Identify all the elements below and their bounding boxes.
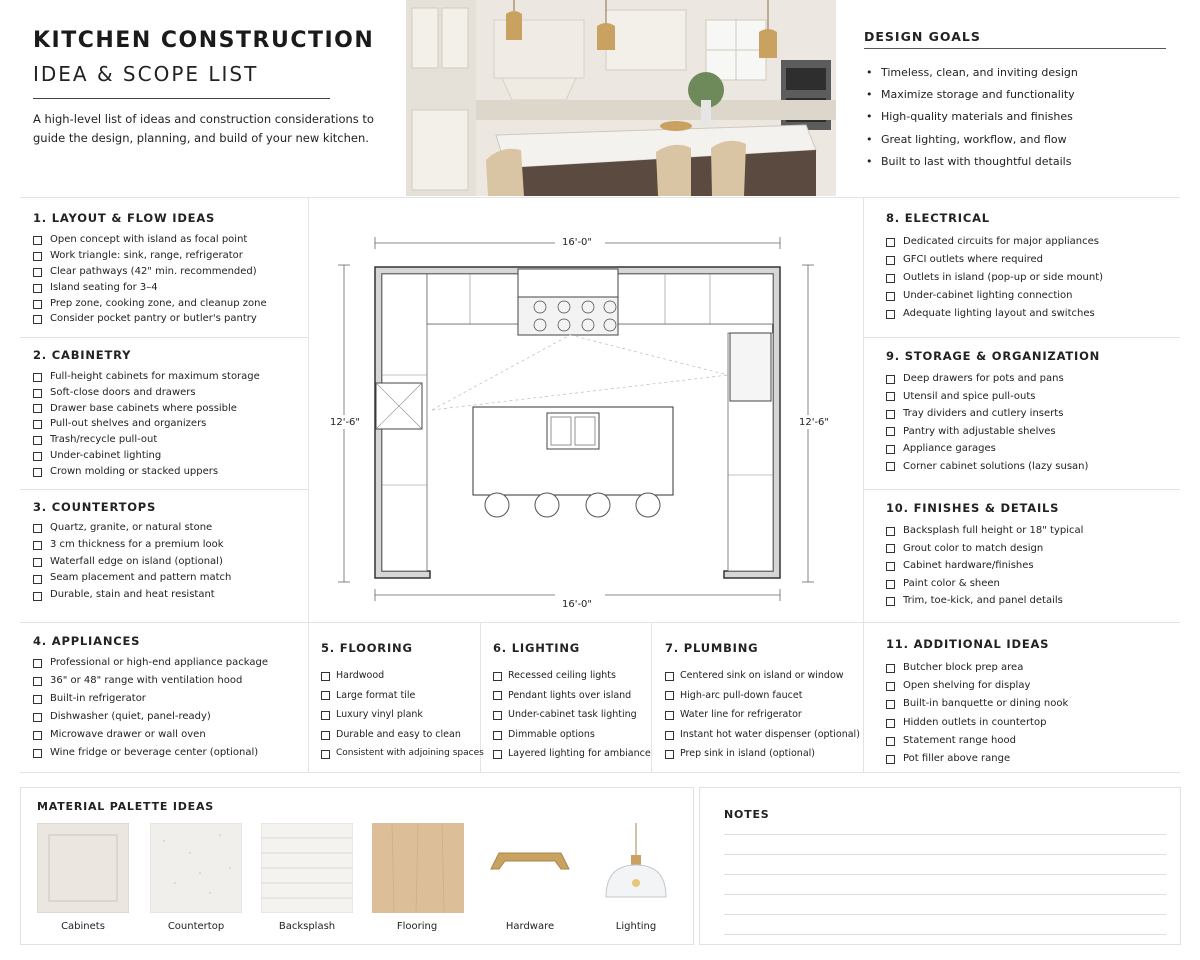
grid-divider	[651, 622, 652, 772]
checklist-item[interactable]: Open concept with island as focal point	[33, 232, 267, 248]
checklist-item[interactable]: Work triangle: sink, range, refrigerator	[33, 248, 267, 264]
notes-line[interactable]	[724, 914, 1166, 915]
checklist-item[interactable]: Centered sink on island or window	[665, 666, 860, 686]
design-goals-divider	[864, 48, 1166, 49]
checklist-item[interactable]: Dimmable options	[493, 725, 651, 745]
checklist-item[interactable]: Paint color & sheen	[886, 575, 1083, 593]
checklist-item[interactable]: Trash/recycle pull-out	[33, 432, 260, 448]
checklist-item[interactable]: Recessed ceiling lights	[493, 666, 651, 686]
design-goal-item: • Built to last with thoughtful details	[866, 151, 1078, 173]
checklist-item[interactable]: Quartz, granite, or natural stone	[33, 520, 231, 537]
design-goals-title: DESIGN GOALS	[864, 29, 981, 44]
checklist-item[interactable]: GFCI outlets where required	[886, 251, 1103, 269]
checklist-item[interactable]: Pull-out shelves and organizers	[33, 416, 260, 432]
section-title-layout: 1. LAYOUT & FLOW IDEAS	[33, 211, 216, 225]
grid-divider	[20, 772, 1180, 773]
grid-divider	[20, 197, 1180, 198]
grid-divider	[20, 337, 308, 338]
checklist-item[interactable]: Corner cabinet solutions (lazy susan)	[886, 458, 1088, 476]
checklist-item[interactable]: Built-in refrigerator	[33, 690, 268, 708]
checklist-item[interactable]: Dedicated circuits for major appliances	[886, 233, 1103, 251]
checklist-item[interactable]: Layered lighting for ambiance	[493, 744, 651, 764]
section-title-flooring: 5. FLOORING	[321, 641, 413, 655]
checklist-item[interactable]: Large format tile	[321, 686, 484, 706]
checklist-item[interactable]: Under-cabinet lighting	[33, 448, 260, 464]
checklist-item[interactable]: Pot filler above range	[886, 750, 1068, 768]
dimension-left: 12'-6"	[329, 417, 361, 428]
checklist-item[interactable]: Built-in banquette or dining nook	[886, 695, 1068, 713]
checklist-item[interactable]: Backsplash full height or 18" typical	[886, 522, 1083, 540]
checklist-item[interactable]: Trim, toe-kick, and panel details	[886, 592, 1083, 610]
checklist-item[interactable]: Water line for refrigerator	[665, 705, 860, 725]
section-title-plumbing: 7. PLUMBING	[665, 641, 759, 655]
notes-line[interactable]	[724, 874, 1166, 875]
checklist-item[interactable]: Wine fridge or beverage center (optional)	[33, 744, 268, 762]
checklist-item[interactable]: Full-height cabinets for maximum storage	[33, 369, 260, 385]
checklist-item[interactable]: Under-cabinet lighting connection	[886, 287, 1103, 305]
checklist-item[interactable]: Appliance garages	[886, 440, 1088, 458]
checklist-item[interactable]: Durable and easy to clean	[321, 725, 484, 745]
backsplash-label: Backsplash	[278, 921, 336, 932]
checklist-item[interactable]: Soft-close doors and drawers	[33, 385, 260, 401]
checklist-storage	[886, 370, 1088, 475]
checklist-item[interactable]: Deep drawers for pots and pans	[886, 370, 1088, 388]
design-goal-item: • Timeless, clean, and inviting design	[866, 62, 1078, 84]
section-title-cabinetry: 2. CABINETRY	[33, 348, 132, 362]
checklist-electrical	[886, 233, 1103, 323]
checklist-item[interactable]: Statement range hood	[886, 732, 1068, 750]
checklist-item[interactable]: Microwave drawer or wall oven	[33, 726, 268, 744]
kitchen-floor-plan	[320, 225, 850, 615]
checklist-item[interactable]: High-arc pull-down faucet	[665, 686, 860, 706]
grid-divider	[863, 337, 1180, 338]
page-subtitle: IDEA & SCOPE LIST	[33, 62, 259, 86]
page-title: KITCHEN CONSTRUCTION	[33, 28, 375, 53]
checklist-cabinetry	[33, 369, 260, 480]
checklist-item[interactable]: Durable, stain and heat resistant	[33, 587, 231, 604]
checklist-item[interactable]: Utensil and spice pull-outs	[886, 388, 1088, 406]
checklist-lighting	[493, 666, 651, 764]
section-title-storage: 9. STORAGE & ORGANIZATION	[886, 349, 1101, 363]
checklist-item[interactable]: Under-cabinet task lighting	[493, 705, 651, 725]
checklist-item[interactable]: Waterfall edge on island (optional)	[33, 554, 231, 571]
checklist-finishes	[886, 522, 1083, 610]
notes-line[interactable]	[724, 854, 1166, 855]
countertop-label: Countertop	[167, 921, 225, 932]
dimension-right: 12'-6"	[798, 417, 830, 428]
section-title-countertops: 3. COUNTERTOPS	[33, 500, 157, 514]
notes-line[interactable]	[724, 834, 1166, 835]
grid-divider	[20, 489, 308, 490]
flooring-swatch	[372, 823, 464, 913]
lighting-label: Lighting	[615, 921, 657, 932]
checklist-item[interactable]: Cabinet hardware/finishes	[886, 557, 1083, 575]
checklist-item[interactable]: Pendant lights over island	[493, 686, 651, 706]
cabinets-swatch	[37, 823, 129, 913]
section-title-lighting: 6. LIGHTING	[493, 641, 581, 655]
checklist-item[interactable]: Hardwood	[321, 666, 484, 686]
flooring-label: Flooring	[396, 921, 438, 932]
checklist-item[interactable]: Pantry with adjustable shelves	[886, 423, 1088, 441]
checklist-item[interactable]: Adequate lighting layout and switches	[886, 305, 1103, 323]
checklist-item[interactable]: Butcher block prep area	[886, 659, 1068, 677]
dimension-bottom: 16'-0"	[561, 599, 593, 610]
checklist-item[interactable]: 36" or 48" range with ventilation hood	[33, 672, 268, 690]
design-goal-item: • High-quality materials and finishes	[866, 106, 1078, 128]
title-divider	[33, 98, 330, 99]
notes-panel	[699, 787, 1181, 945]
checklist-item[interactable]: Grout color to match design	[886, 540, 1083, 558]
checklist-item[interactable]: Crown molding or stacked uppers	[33, 464, 260, 480]
checklist-flooring	[321, 666, 484, 764]
dimension-top: 16'-0"	[561, 237, 593, 248]
checklist-item[interactable]: Tray dividers and cutlery inserts	[886, 405, 1088, 423]
notes-line[interactable]	[724, 894, 1166, 895]
design-goal-item: • Maximize storage and functionality	[866, 84, 1078, 106]
checklist-item[interactable]: Consistent with adjoining spaces	[321, 744, 484, 764]
checklist-item[interactable]: Seam placement and pattern match	[33, 570, 231, 587]
cabinets-label: Cabinets	[61, 921, 105, 932]
checklist-item[interactable]: Outlets in island (pop-up or side mount)	[886, 269, 1103, 287]
checklist-item[interactable]: Clear pathways (42" min. recommended)	[33, 264, 267, 280]
checklist-item[interactable]: Drawer base cabinets where possible	[33, 401, 260, 417]
grid-divider	[20, 622, 1180, 623]
grid-divider	[863, 489, 1180, 490]
checklist-item[interactable]: 3 cm thickness for a premium look	[33, 537, 231, 554]
notes-title: NOTES	[724, 808, 770, 821]
notes-line[interactable]	[724, 934, 1166, 935]
checklist-item[interactable]: Open shelving for display	[886, 677, 1068, 695]
checklist-item[interactable]: Hidden outlets in countertop	[886, 714, 1068, 732]
grid-divider	[863, 197, 864, 772]
hardware-icon	[485, 823, 577, 913]
intro-text: A high-level list of ideas and construction considerations to guide the design, planning, and build of your new kitchen.	[33, 112, 374, 145]
checklist-item[interactable]: Professional or high-end appliance package	[33, 654, 268, 672]
checklist-item[interactable]: Island seating for 3–4	[33, 280, 267, 296]
checklist-layout	[33, 232, 267, 327]
backsplash-swatch	[261, 823, 353, 913]
section-title-electrical: 8. ELECTRICAL	[886, 211, 990, 225]
checklist-plumbing	[665, 666, 860, 764]
design-goal-item: • Great lighting, workflow, and flow	[866, 129, 1078, 151]
section-title-appliances: 4. APPLIANCES	[33, 634, 141, 648]
material-palette-title: MATERIAL PALETTE IDEAS	[37, 800, 215, 813]
section-title-additional: 11. ADDITIONAL IDEAS	[886, 637, 1050, 651]
checklist-item[interactable]: Prep zone, cooking zone, and cleanup zone	[33, 296, 267, 312]
checklist-item[interactable]: Luxury vinyl plank	[321, 705, 484, 725]
countertop-swatch	[150, 823, 242, 913]
kitchen-hero-image	[406, 0, 836, 196]
checklist-additional	[886, 659, 1068, 768]
checklist-item[interactable]: Consider pocket pantry or butler's pantry	[33, 311, 267, 327]
checklist-countertops	[33, 520, 231, 604]
section-title-finishes: 10. FINISHES & DETAILS	[886, 501, 1060, 515]
design-goals-list	[866, 62, 1078, 173]
checklist-item[interactable]: Instant hot water dispenser (optional)	[665, 725, 860, 745]
grid-divider	[308, 197, 309, 772]
checklist-item[interactable]: Prep sink in island (optional)	[665, 744, 860, 764]
checklist-appliances	[33, 654, 268, 762]
pendant-lighting-icon	[590, 823, 682, 913]
checklist-item[interactable]: Dishwasher (quiet, panel-ready)	[33, 708, 268, 726]
hardware-label: Hardware	[505, 921, 555, 932]
